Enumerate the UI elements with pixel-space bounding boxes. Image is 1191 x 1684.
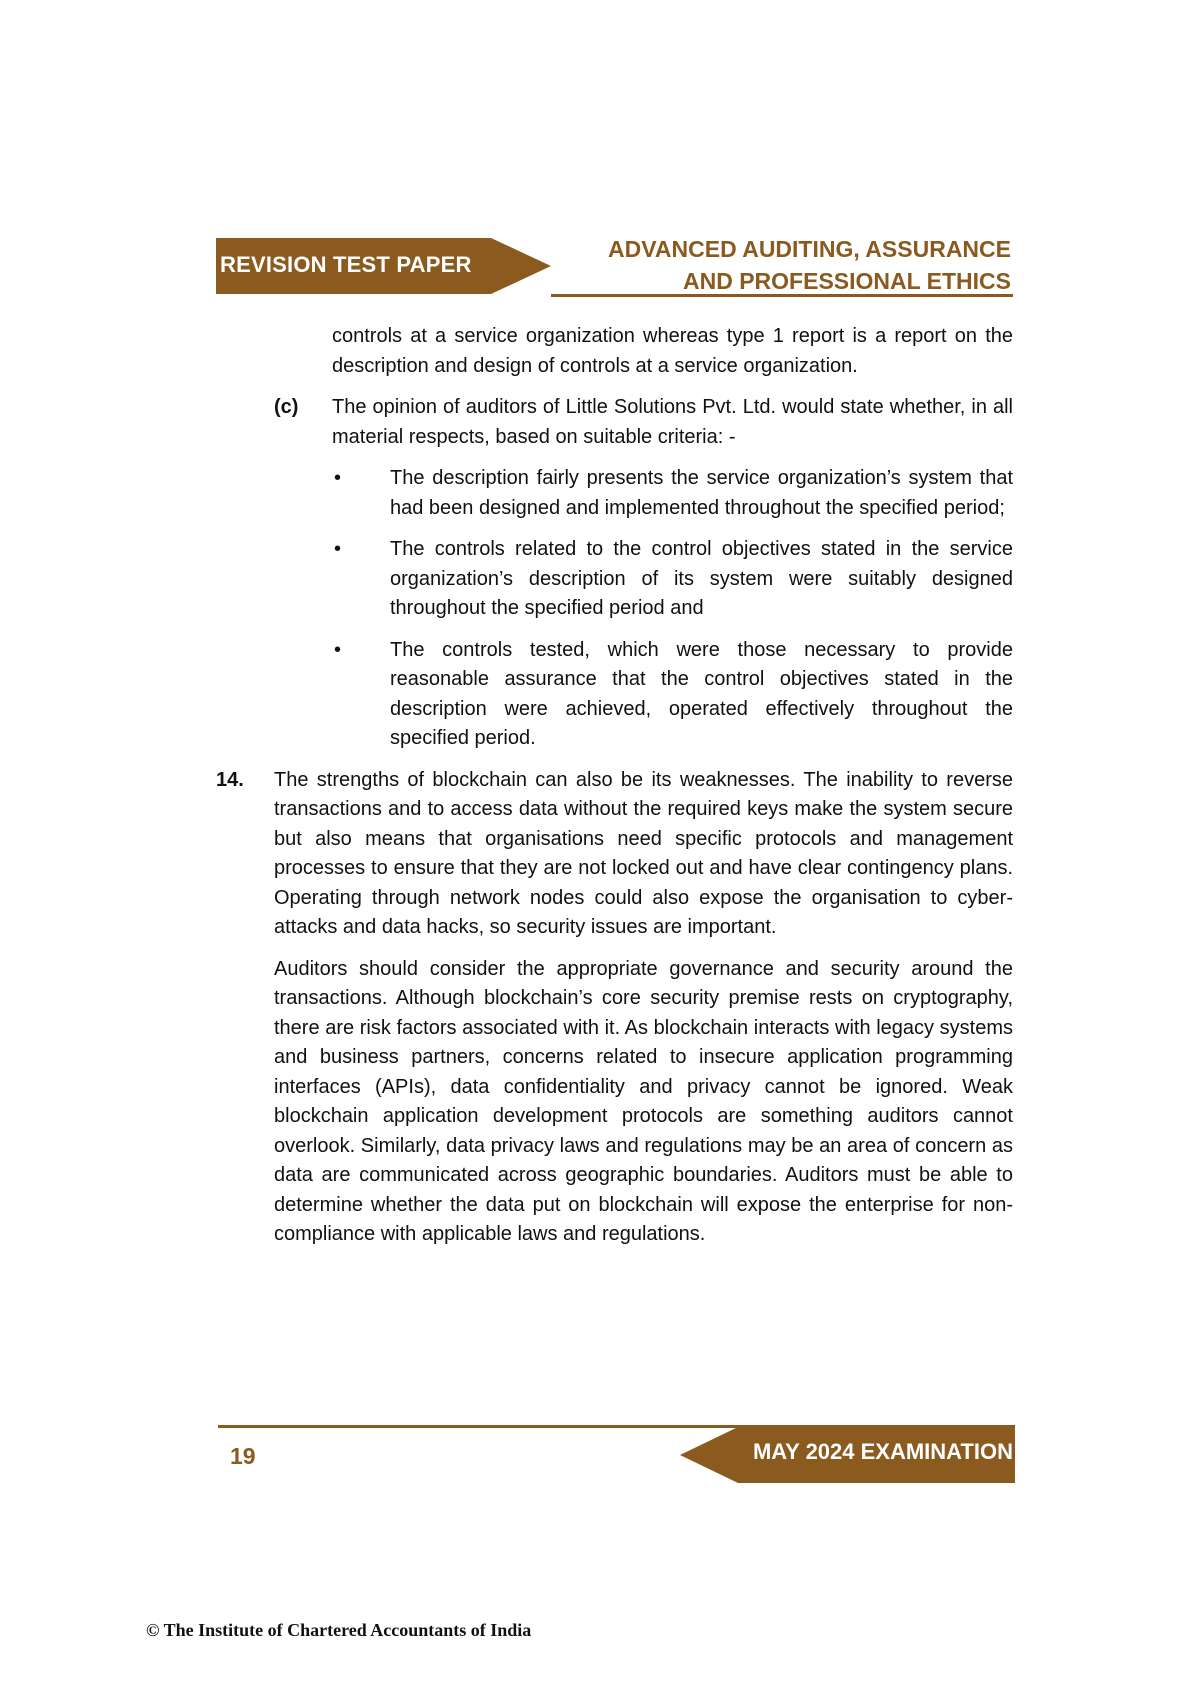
footer-banner — [680, 1427, 1015, 1483]
bullet-icon: • — [334, 538, 342, 560]
question-14-number: 14. — [216, 768, 244, 791]
bullet-item — [216, 464, 1013, 523]
item-c-text: The opinion of auditors of Little Solutions Pvt. Ltd. would state whether, in all material respects, based on suitable criteria: - — [332, 396, 1013, 448]
bullet-icon: • — [334, 467, 342, 489]
header-banner — [216, 238, 551, 294]
page-number: 19 — [230, 1443, 256, 1469]
header-banner-label: REVISION TEST PAPER — [220, 252, 472, 277]
bullet-item — [216, 636, 1013, 754]
page-content — [216, 322, 1013, 1262]
bullet-item — [216, 535, 1013, 624]
question-14-paragraph-2: Auditors should consider the appropriate governance and security around the transactions. Although blockchain’s core security premise rests on cryptography, there are risk factors associated with it. As blockchain interacts with legacy systems and business partners, concerns related to insecure application programming interfaces (APIs), data confidentiality and privacy cannot be ignored. Weak blockchain application development protocols are something auditors cannot overlook. Similarly, data privacy laws and regulations may be an area of concern as data are communicated across geographic boundaries. Auditors must be able to determine whether the data put on blockchain will expose the enterprise for non-compliance with applicable laws and regulations. — [274, 957, 1013, 1245]
bullet-icon: • — [334, 638, 342, 661]
bullet-text: The controls related to the control objectives stated in the service organization’s description of its system were suitably designed throughout the specified period and — [390, 538, 1013, 619]
question-14-paragraph-1: The strengths of blockchain can also be its weaknesses. The inability to reverse transactions and to access data without the required keys make the system secure but also means that organisations need specific protocols and management processes to ensure that they are not locked out and have clear contingency plans. Operating through network nodes could also expose the organisation to cyber-attacks and data hacks, so security issues are important. — [274, 768, 1013, 938]
header-rule — [551, 294, 1013, 297]
bullet-text: The description fairly presents the service organization’s system that had been designed and implemented throughout the specified period; — [390, 467, 1013, 519]
bullet-text: The controls tested, which were those necessary to provide reasonable assurance that the control objectives stated in the description were achieved, operated effectively throughout the specified period. — [390, 638, 1013, 749]
subject-title — [608, 233, 1011, 297]
question-14 — [216, 766, 1013, 1250]
subject-title-line1: ADVANCED AUDITING, ASSURANCE — [608, 236, 1011, 262]
copyright-notice: © The Institute of Chartered Accountants of India — [146, 1620, 532, 1640]
item-c-marker: (c) — [274, 396, 299, 418]
exam-label: MAY 2024 EXAMINATION — [752, 1439, 1013, 1464]
subject-title-line2: AND PROFESSIONAL ETHICS — [683, 268, 1011, 294]
item-c — [274, 393, 1013, 452]
continuation-paragraph: controls at a service organization whereas type 1 report is a report on the description and design of controls at a service organization. — [332, 325, 1013, 377]
